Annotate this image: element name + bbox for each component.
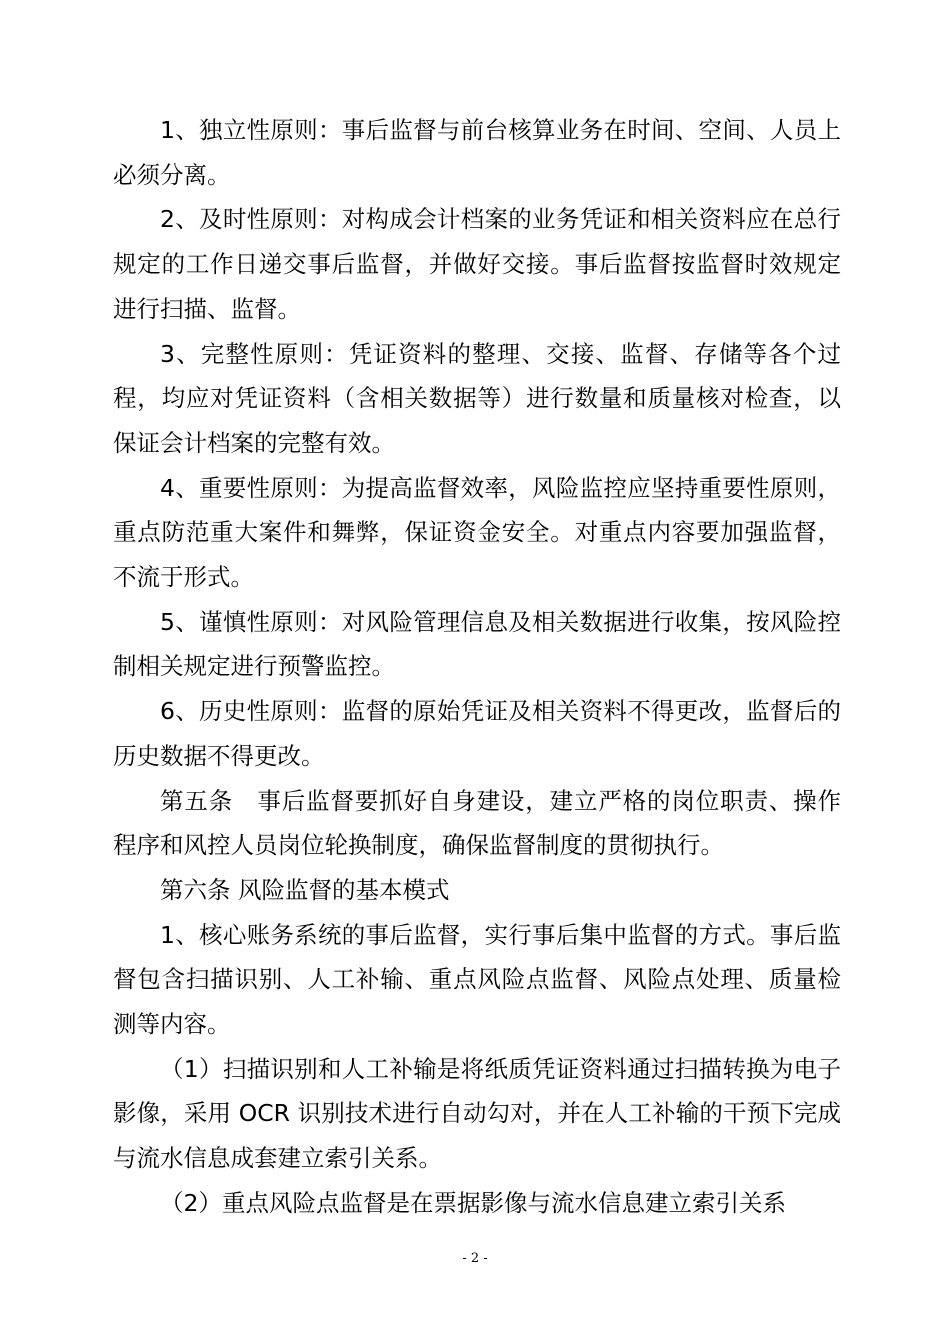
paragraph-principle-importance: 4、重要性原则：为提高监督效率，风险监控应坚持重要性原则，重点防范重大案件和舞弊，保证资金安全。对重点内容要加强监督，不流于形式。	[113, 473, 841, 592]
paragraph-principle-independence: 1、独立性原则：事后监督与前台核算业务在时间、空间、人员上必须分离。	[113, 116, 841, 189]
paragraph-principle-completeness: 3、完整性原则：凭证资料的整理、交接、监督、存储等各个过程，均应对凭证资料（含相关数据等）进行数量和质量核对检查，以保证会计档案的完整有效。	[113, 339, 841, 457]
paragraph-core-system-supervision: 1、核心账务系统的事后监督，实行事后集中监督的方式。事后监督包含扫描识别、人工补输、重点风险点监督、风险点处理、质量检测等内容。	[113, 920, 841, 1039]
page-number: - 2 -	[462, 1251, 488, 1266]
document-body	[113, 108, 841, 1226]
paragraph-article-5: 第五条 事后监督要抓好自身建设，建立严格的岗位职责、操作程序和风控人员岗位轮换制度，确保监督制度的贯彻执行。	[113, 786, 841, 860]
paragraph-key-risk-supervision: （2）重点风险点监督是在票据影像与流水信息建立索引关系	[160, 1188, 786, 1217]
paragraph-principle-history: 6、历史性原则：监督的原始凭证及相关资料不得更改，监督后的历史数据不得更改。	[113, 697, 841, 770]
paragraph-scan-recognition: （1）扫描识别和人工补输是将纸质凭证资料通过扫描转换为电子影像，采用 OCR 识别技术进行自动勾对，并在人工补输的干预下完成与流水信息成套建立索引关系。	[113, 1054, 841, 1173]
paragraph-principle-timeliness: 2、及时性原则：对构成会计档案的业务凭证和相关资料应在总行规定的工作日递交事后监督，并做好交接。事后监督按监督时效规定进行扫描、监督。	[113, 205, 841, 323]
paragraph-principle-prudence: 5、谨慎性原则：对风险管理信息及相关数据进行收集，按风险控制相关规定进行预警监控。	[113, 607, 841, 681]
paragraph-article-6-heading: 第六条 风险监督的基本模式	[160, 875, 450, 904]
